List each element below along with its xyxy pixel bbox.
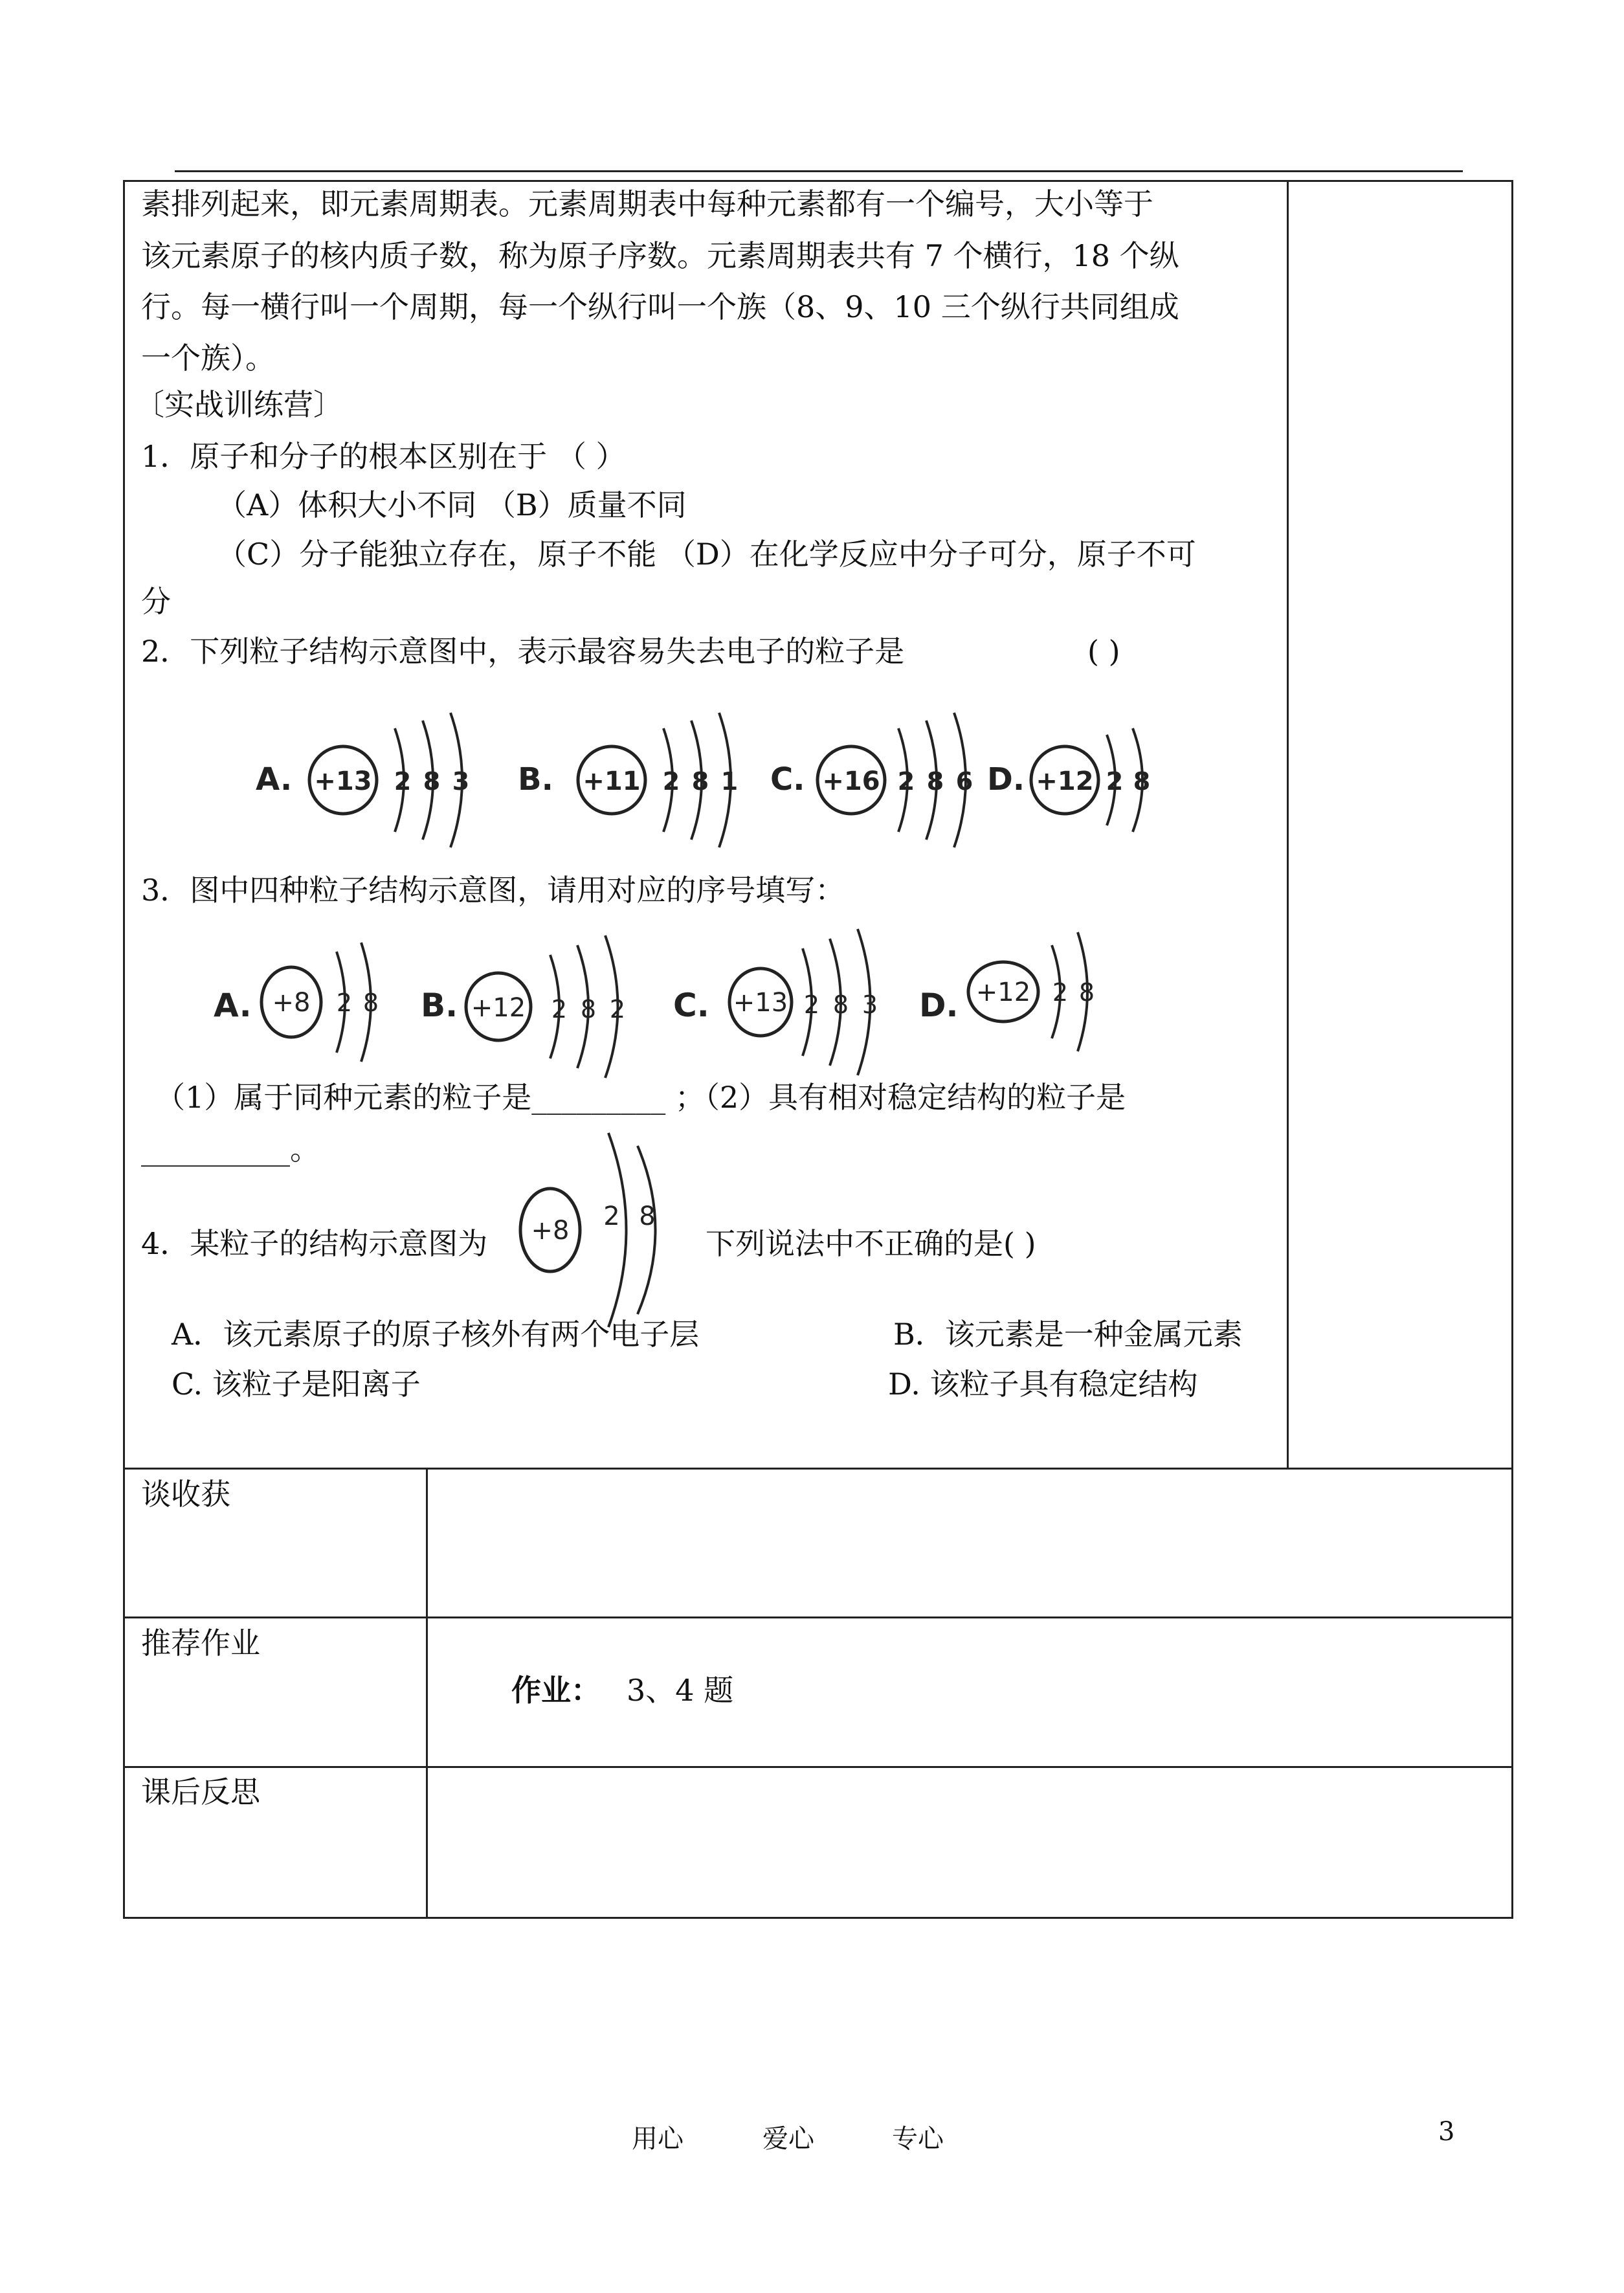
q3-option-c-shell-1: 2 (803, 990, 820, 1019)
q3-option-a-charge: +8 (272, 988, 311, 1018)
q3-option-b-shell-2: 8 (580, 995, 597, 1023)
row-label-homework: 推荐作业 (141, 1626, 260, 1661)
q2-option-a-shell-3: 3 (452, 767, 470, 796)
q2-option-b-shell-1: 2 (662, 767, 680, 796)
q2-option-c-shell-2: 8 (926, 767, 944, 796)
homework-value: 3、4 题 (627, 1673, 734, 1708)
q4-shell-1: 2 (603, 1202, 620, 1231)
q2-answer-paren: ( ) (1087, 634, 1120, 669)
q2-option-c-shell-3: 6 (955, 767, 973, 796)
page-number: 3 (1438, 2117, 1455, 2147)
row-separator-3 (123, 1766, 1513, 1768)
q3-option-b-charge: +12 (471, 993, 526, 1023)
q3-option-a-shell-1: 2 (336, 989, 353, 1017)
q4-charge: +8 (531, 1216, 570, 1246)
q2-stem: 2．下列粒子结构示意图中，表示最容易失去电子的粒子是 (141, 634, 905, 669)
footer-word-1: 用心 (632, 2124, 684, 2154)
q3-option-b-shell-1: 2 (551, 995, 568, 1023)
q3-subquestions-line-1: （1）属于同种元素的粒子是_________ ；（2）具有相对稳定结构的粒子是 (155, 1080, 1126, 1115)
q3-option-a-letter: A. (214, 987, 252, 1024)
header-rule (175, 170, 1463, 172)
q3-stem: 3．图中四种粒子结构示意图，请用对应的序号填写： (141, 873, 845, 908)
q2-option-d-shell-2: 8 (1133, 767, 1151, 796)
q3-option-d-shell-2: 8 (1078, 978, 1095, 1007)
q2-option-d-letter: D. (987, 761, 1025, 798)
footer-word-3: 专心 (892, 2124, 944, 2154)
row-separator-2 (123, 1616, 1513, 1618)
q3-option-d-charge: +12 (975, 978, 1031, 1007)
intro-line-4: 一个族）。 (141, 341, 275, 375)
q2-option-b-charge: +11 (583, 766, 641, 796)
q3-option-d-letter: D. (919, 987, 959, 1024)
q3-option-b-shell-3: 2 (609, 995, 626, 1023)
q3-option-c-letter: C. (673, 987, 709, 1024)
q4-option-d: D. 该粒子具有稳定结构 (888, 1367, 1198, 1402)
q2-option-b-letter: B. (518, 761, 553, 798)
q4-option-c: C. 该粒子是阳离子 (172, 1367, 421, 1402)
q2-option-c-charge: +16 (822, 766, 880, 796)
q1-options-line-2: （C）分子能独立存在，原子不能 （D）在化学反应中分子可分，原子不可 (217, 537, 1196, 572)
q3-option-c-charge: +13 (733, 988, 788, 1018)
intro-line-2: 该元素原子的核内质子数，称为原子序数。元素周期表共有 7 个横行，18 个纵 (141, 238, 1179, 273)
intro-line-1: 素排列起来，即元素周期表。元素周期表中每种元素都有一个编号，大小等于 (141, 186, 1153, 221)
q2-option-d-charge: +12 (1036, 766, 1094, 796)
footer-word-2: 爱心 (762, 2124, 814, 2154)
q1-stem: 1．原子和分子的根本区别在于 （ ） (141, 439, 626, 474)
q3-subquestions-line-2: __________。 (141, 1132, 320, 1167)
row-separator-1 (123, 1468, 1513, 1470)
q3-option-d-shell-1: 2 (1052, 978, 1069, 1007)
intro-line-3: 行。每一横行叫一个周期，每一个纵行叫一个族（8、9、10 三个纵行共同组成 (141, 289, 1179, 324)
section-title: 〔实战训练营〕 (135, 387, 343, 422)
row-label-harvest: 谈收获 (141, 1477, 230, 1512)
q3-option-a-shell-2: 8 (362, 989, 379, 1017)
q4-shell-2: 8 (639, 1202, 656, 1231)
q1-options-line-3: 分 (141, 584, 171, 619)
label-column-divider (426, 1468, 428, 1919)
q2-option-c-shell-1: 2 (897, 767, 915, 796)
q3-option-c-shell-3: 3 (862, 990, 878, 1019)
upper-column-divider (1287, 180, 1289, 1468)
q4-option-a: A．该元素原子的原子核外有两个电子层 (172, 1317, 700, 1352)
q4-option-b: B．该元素是一种金属元素 (893, 1317, 1243, 1352)
q2-option-b-shell-2: 8 (691, 767, 709, 796)
q2-diagrams (239, 702, 1178, 858)
homework-label: 作业： (511, 1673, 601, 1708)
q2-option-a-shell-1: 2 (394, 767, 412, 796)
q2-option-a-charge: +13 (314, 766, 372, 796)
q2-option-b-shell-3: 1 (720, 767, 739, 796)
q3-diagrams (207, 919, 1113, 1088)
q4-stem-before: 4．某粒子的结构示意图为 (141, 1226, 488, 1261)
q2-option-d-shell-1: 2 (1106, 767, 1124, 796)
row-label-reflection: 课后反思 (141, 1774, 260, 1809)
q2-option-a-shell-2: 8 (423, 767, 441, 796)
q3-option-c-shell-2: 8 (832, 990, 849, 1019)
q4-stem-after: 下列说法中不正确的是( ) (706, 1226, 1036, 1261)
q1-options-line-1: （A）体积大小不同 （B）质量不同 (217, 487, 687, 522)
q2-option-a-letter: A. (256, 761, 293, 798)
q2-option-c-letter: C. (770, 761, 805, 798)
q3-option-b-letter: B. (421, 987, 458, 1024)
